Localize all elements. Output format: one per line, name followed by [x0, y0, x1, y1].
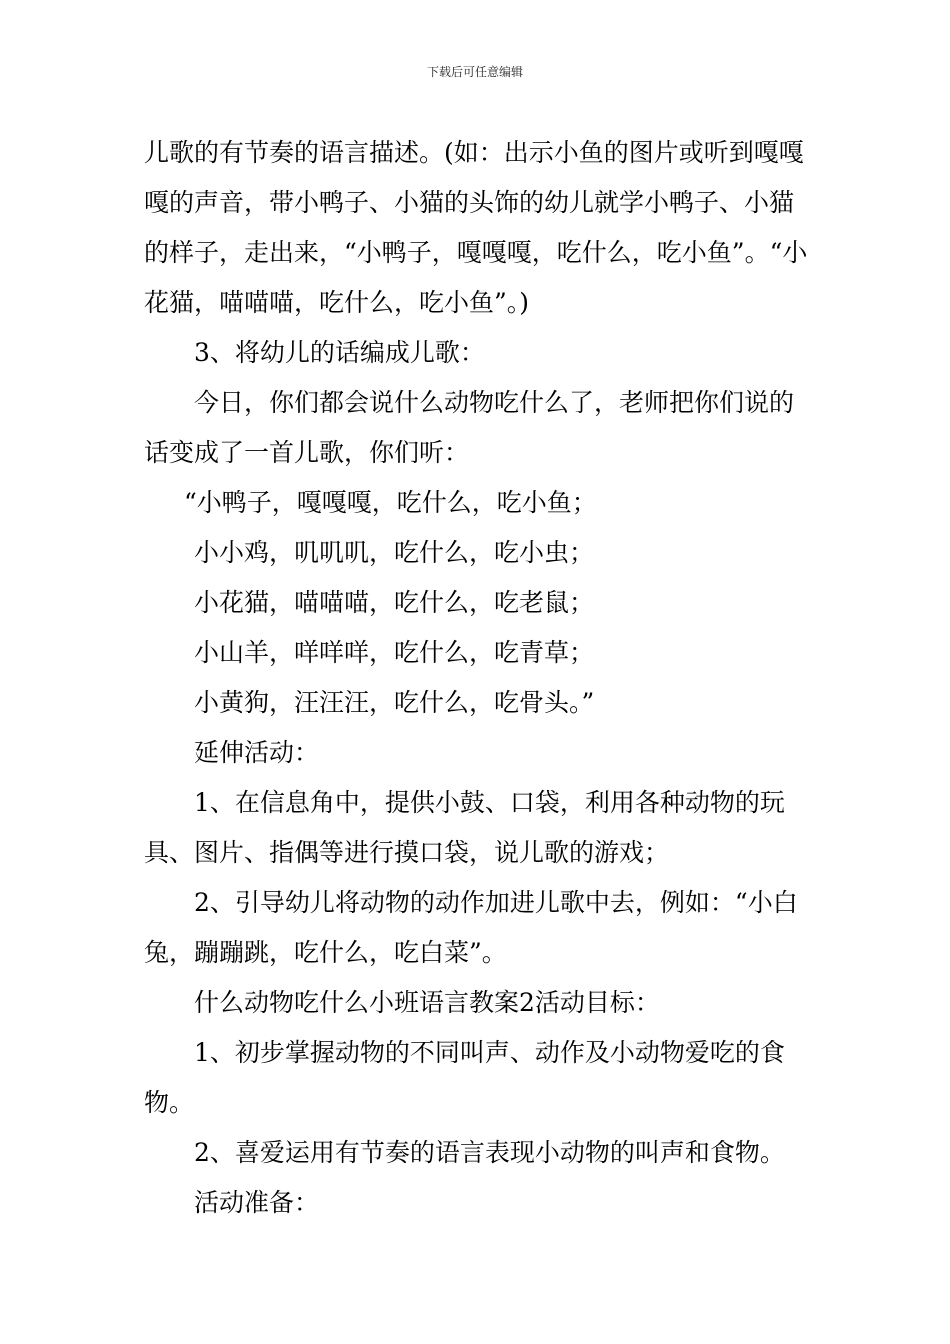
poem-line-4: 小山羊，咩咩咩，吃什么，吃青草； — [194, 638, 595, 667]
poem-line-5: 小黄狗，汪汪汪，吃什么，吃骨头。” — [194, 688, 595, 717]
paragraph-extension-1: 1、在信息角中，提供小鼓、口袋，利用各种动物的玩具、图片、指偶等进行摸口袋，说儿歌的游戏； — [144, 788, 785, 867]
poem-line-3: 小花猫，喵喵喵，吃什么，吃老鼠； — [194, 588, 595, 617]
section-heading-preparation: 活动准备： — [194, 1188, 320, 1217]
page-header-note: 下载后可任意编辑 — [426, 65, 523, 79]
lesson-2-title: 什么动物吃什么小班语言教案2活动目标： — [194, 988, 660, 1017]
goal-1: 1、初步掌握动物的不同叫声、动作及小动物爱吃的食物。 — [144, 1038, 785, 1117]
section-heading-extension: 延伸活动： — [194, 738, 320, 767]
document-body — [144, 128, 808, 1228]
paragraph-extension-2: 2、引导幼儿将动物的动作加进儿歌中去，例如：“小白兔，蹦蹦跳，吃什么，吃白菜”。 — [144, 888, 798, 967]
paragraph-step-3: 3、将幼儿的话编成儿歌： — [194, 338, 485, 367]
poem-line-2: 小小鸡，叽叽叽，吃什么，吃小虫； — [194, 538, 595, 567]
goal-2: 2、喜爱运用有节奏的语言表现小动物的叫声和食物。 — [194, 1138, 785, 1167]
poem-line-1: “小鸭子，嘎嘎嘎，吃什么，吃小鱼； — [184, 488, 597, 517]
paragraph-continuation: 儿歌的有节奏的语言描述。(如：出示小鱼的图片或听到嘎嘎嘎的声音，带小鸭子、小猫的头饰的幼儿就学小鸭子、小猫的样子，走出来，“小鸭子，嘎嘎嘎，吃什么，吃小鱼”。“小花猫，喵喵喵，吃什么，吃小鱼”。) — [144, 138, 808, 317]
paragraph-intro: 今日，你们都会说什么动物吃什么了，老师把你们说的话变成了一首儿歌，你们听： — [144, 388, 795, 467]
